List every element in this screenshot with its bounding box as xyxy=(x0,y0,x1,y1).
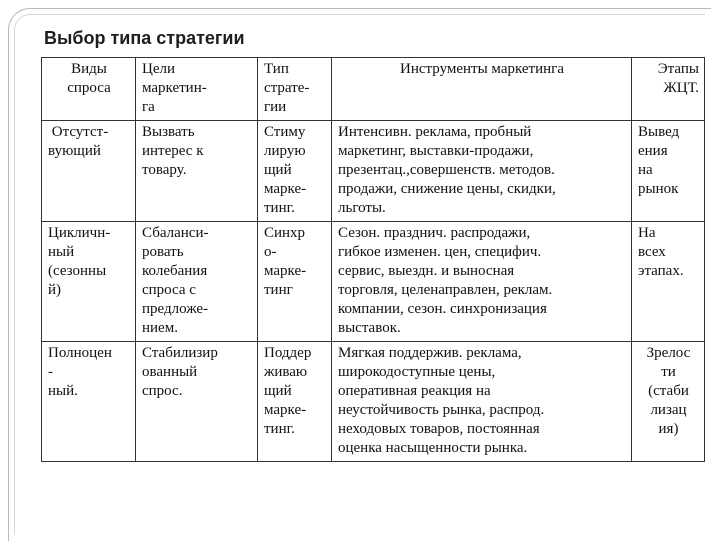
cell-strategy-type: Поддер живаю щий марке- тинг. xyxy=(258,342,332,462)
header-marketing-tools: Инструменты маркетинга xyxy=(332,58,632,121)
cell-demand: Цикличн- ный (сезонны й) xyxy=(42,222,136,342)
header-demand-type: Виды спроса xyxy=(42,58,136,121)
cell-goal: Стабилизир ованный спрос. xyxy=(136,342,258,462)
header-strategy-type: Тип страте- гии xyxy=(258,58,332,121)
strategy-table xyxy=(41,57,705,462)
table-row xyxy=(42,121,705,222)
cell-stage: Вывед ения на рынок xyxy=(632,121,705,222)
cell-goal: Сбаланси- ровать колебания спроса с предложе- нием. xyxy=(136,222,258,342)
table-row xyxy=(42,222,705,342)
table-header-row xyxy=(42,58,705,121)
cell-strategy-type: Стиму лирую щий марке- тинг. xyxy=(258,121,332,222)
cell-demand: Полноцен - ный. xyxy=(42,342,136,462)
cell-stage: Зрелос ти (стаби лизац ия) xyxy=(632,342,705,462)
cell-goal: Вызвать интерес к товару. xyxy=(136,121,258,222)
header-lifecycle-stages: Этапы ЖЦТ. xyxy=(632,58,705,121)
table-row xyxy=(42,342,705,462)
slide-title: Выбор типа стратегии xyxy=(44,28,245,48)
cell-strategy-type: Синхр о- марке- тинг xyxy=(258,222,332,342)
cell-tools: Сезон. празднич. распродажи, гибкое изменен. цен, специфич. сервис, выездн. и выносная торговля, целенаправлен, реклам. компании, сезон. синхронизация выставок. xyxy=(332,222,632,342)
header-marketing-goals: Цели маркетин- га xyxy=(136,58,258,121)
cell-stage: На всех этапах. xyxy=(632,222,705,342)
cell-tools: Интенсивн. реклама, пробный маркетинг, выставки-продажи, презентац.,совершенств. методов. продажи, снижение цены, скидки, льготы. xyxy=(332,121,632,222)
cell-tools: Мягкая поддержив. реклама, широкодоступные цены, оперативная реакция на неустойчивость рынка, распрод. неходовых товаров, постоянная оценка насыщенности рынка. xyxy=(332,342,632,462)
cell-demand: Отсутст- вующий xyxy=(42,121,136,222)
